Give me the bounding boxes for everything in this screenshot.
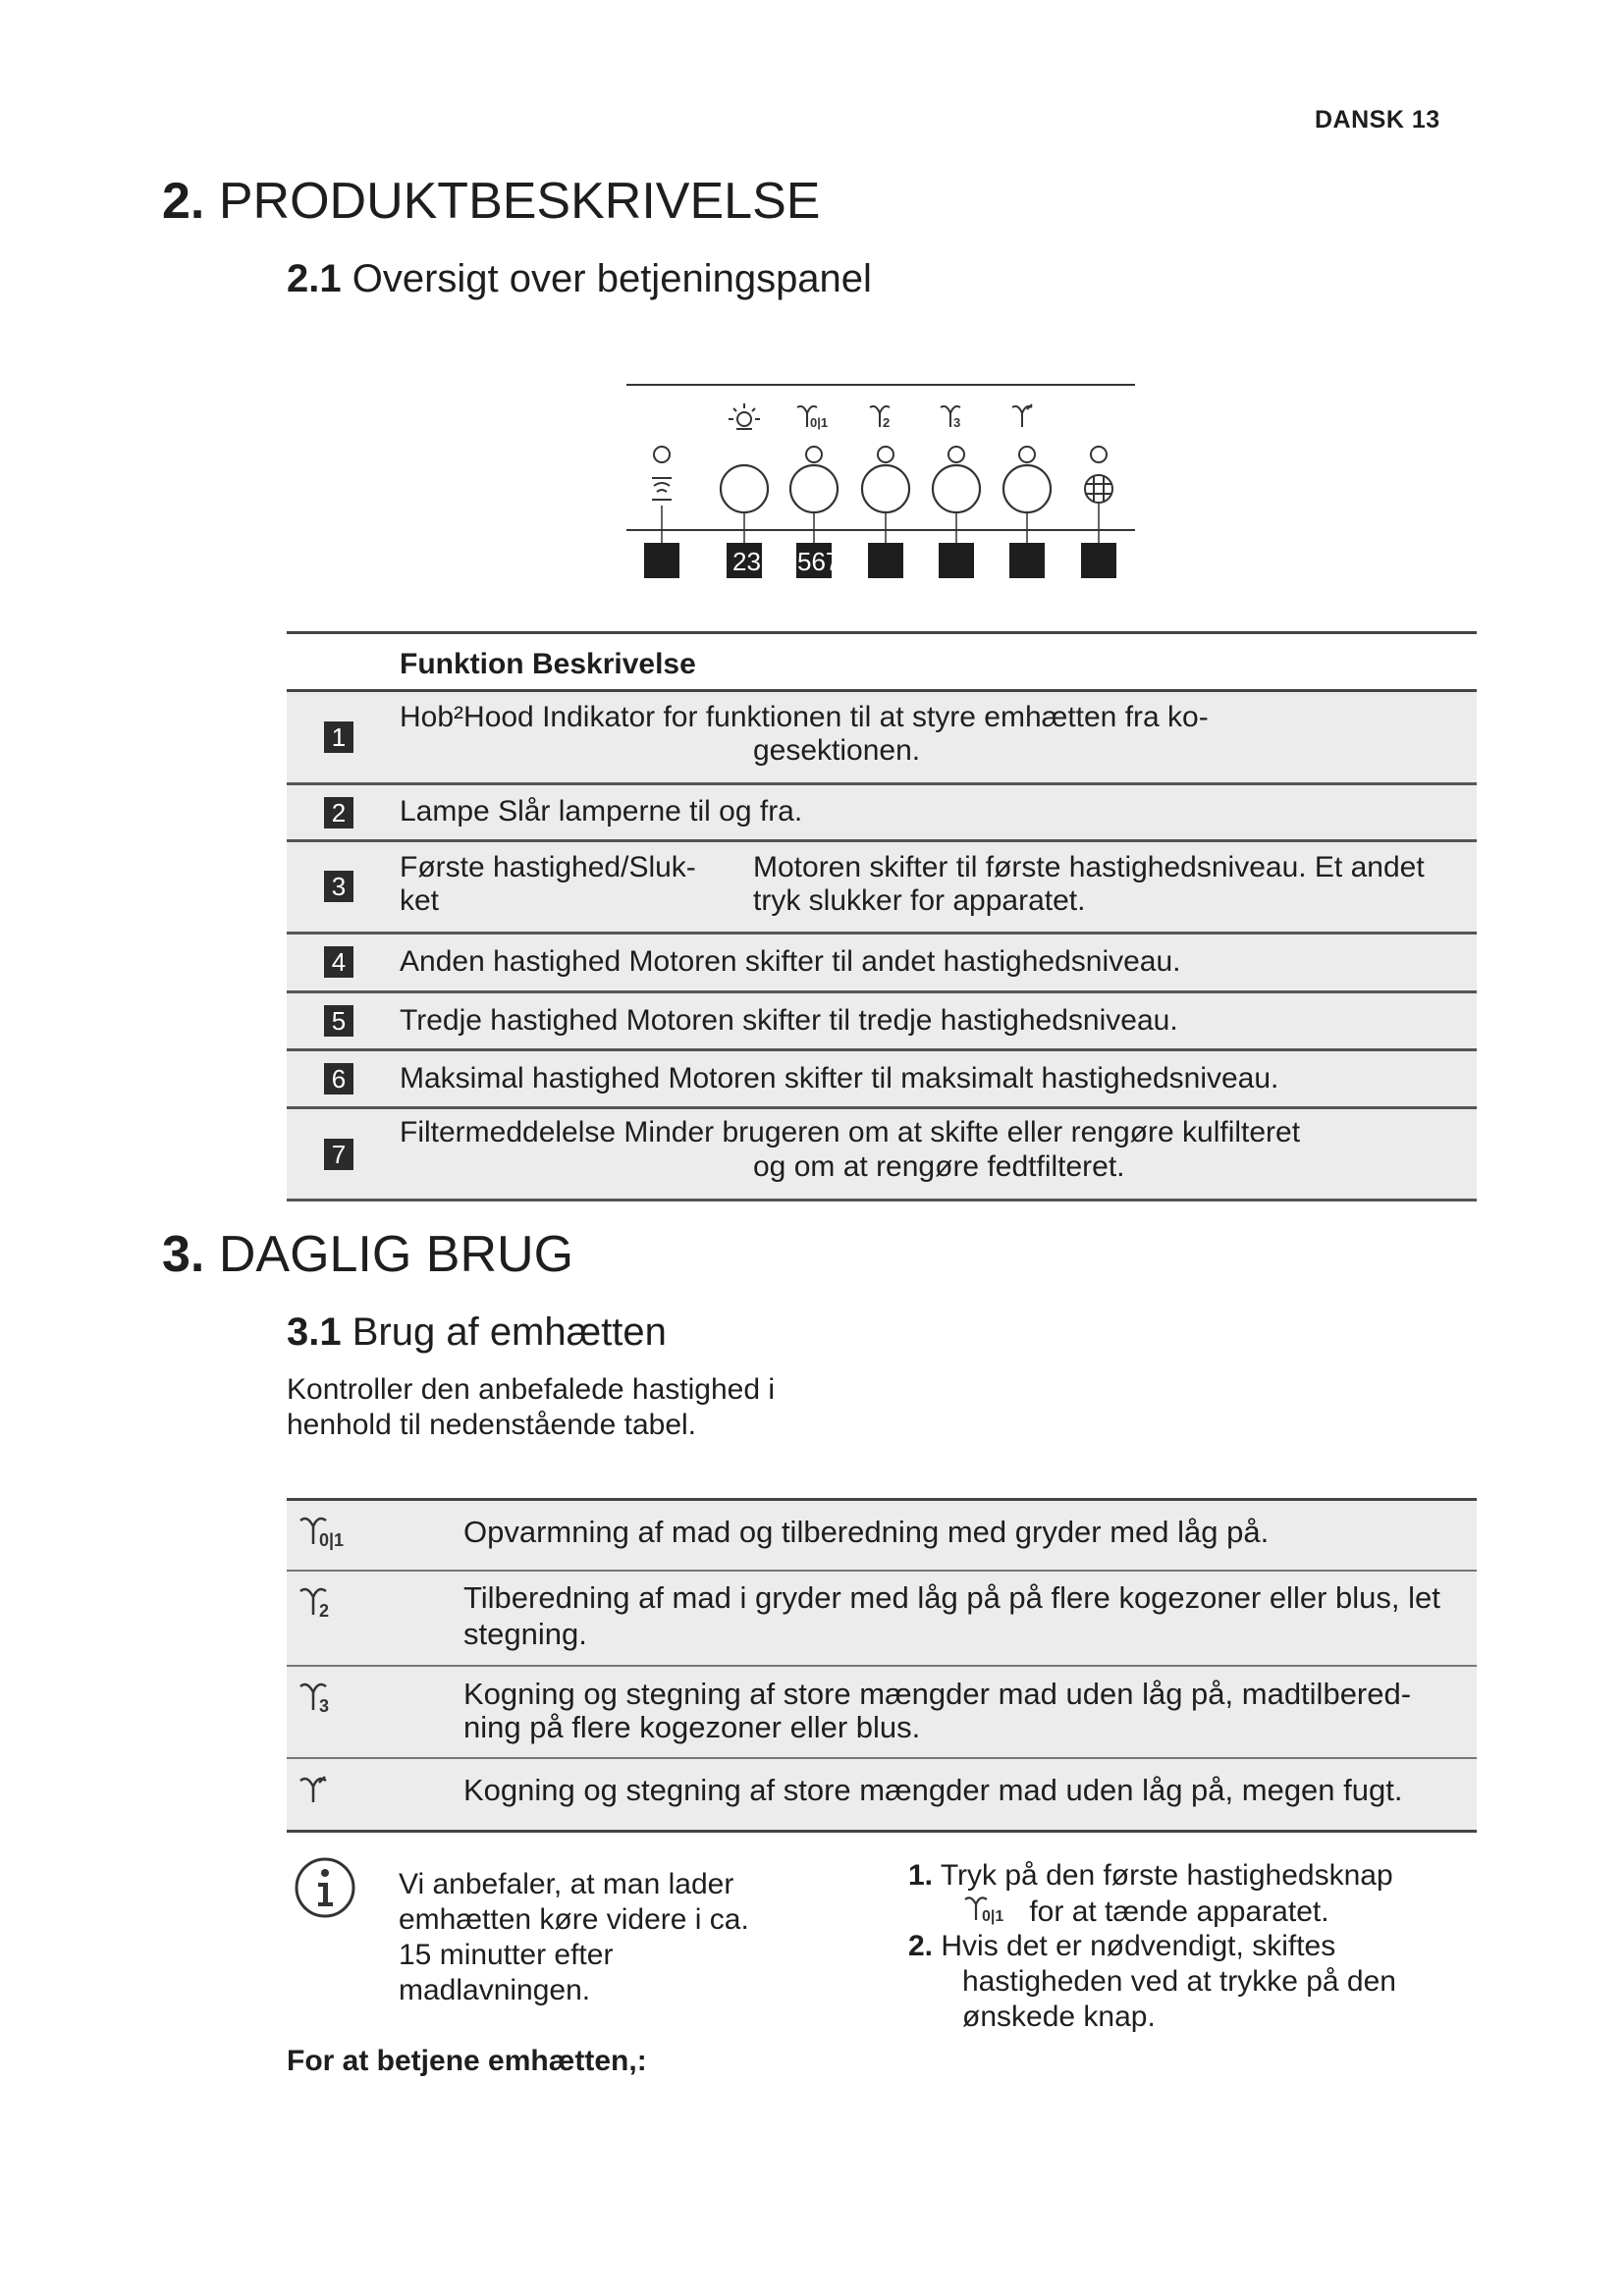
table-row [287,842,1477,934]
info-note-line: Vi anbefaler, at man lader [399,1868,734,1900]
row-text: Filtermeddelelse Minder brugeren om at skifte eller rengøre kulfilteret [400,1116,1301,1148]
section-3-title: DAGLIG BRUG [218,1226,574,1283]
info-note-line: emhætten køre videre i ca. [399,1903,749,1936]
row-text-cont: og om at rengøre fedtfilteret. [753,1150,1125,1183]
step-2-text: Hvis det er nødvendigt, skiftes [941,1930,1336,1962]
speed-2-button[interactable] [862,465,909,512]
speed-row-text-cont: stegning. [463,1617,587,1651]
table-row [287,934,1477,993]
hob2hood-icon [652,478,672,500]
step-1-text-cont: for at tænde apparatet. [1029,1896,1329,1928]
speed-1-indicator-led [806,447,822,462]
svg-text:0|1: 0|1 [319,1530,345,1550]
filter-indicator-led [1091,447,1107,462]
speed-3-button[interactable] [933,465,980,512]
table-row [287,1109,1477,1201]
lamp-icon [729,403,760,429]
row-number-badge: 4 [324,946,353,978]
speed-row-text: Opvarmning af mad og tilberedning med gryder med låg på. [463,1515,1270,1549]
speed-1-button[interactable] [790,465,838,512]
speed-3-indicator-led [948,447,964,462]
svg-text:3: 3 [953,415,961,430]
svg-text:0|1: 0|1 [810,415,829,430]
filter-icon [1085,475,1112,503]
table-row [287,993,1477,1051]
table-row [287,1572,1477,1667]
step-1-text: Tryk på den første hastighedsknap [940,1859,1393,1892]
table-row [287,1501,1477,1572]
step-1 [908,1858,1497,1894]
fan-boost-icon [295,1769,363,1810]
step-1-number: 1. [908,1859,934,1892]
callout-overlay-567: 567 [797,547,840,576]
fan-boost-icon [1012,404,1032,427]
section-2-title: PRODUKTBESKRIVELSE [218,173,821,230]
intro-line-2: henhold til nedenstående tabel. [287,1409,697,1441]
function-table-header-label: Funktion Beskrivelse [400,648,696,680]
page-label: DANSK 13 [1315,106,1440,133]
row-number-badge: 7 [324,1139,353,1170]
section-3-heading [162,1225,573,1284]
fan-speed-2-icon [295,1581,363,1623]
row-number-badge: 2 [324,797,353,828]
svg-text:3: 3 [319,1696,330,1716]
speed-4-button[interactable] [1003,465,1051,512]
step-2-number: 2. [908,1930,934,1962]
lamp-button[interactable] [721,465,768,512]
info-note-line: 15 minutter efter [399,1939,614,1971]
info-icon [293,1855,357,1920]
table-row [287,692,1477,785]
speed-row-text: Kogning og stegning af store mængder mad uden låg på, madtilbered- [463,1677,1412,1711]
speed-2-indicator-led [878,447,893,462]
table-row [287,785,1477,842]
section-3-number: 3. [162,1226,205,1283]
intro-text [287,1372,775,1443]
speed-table [287,1498,1477,1833]
row-text: Hob²Hood Indikator for funktionen til at styre emhætten fra ko- [400,701,1209,733]
section-2-heading [162,172,820,231]
row-description-cont: tryk slukker for apparatet. [753,884,1086,917]
fan-speed-0-1-icon [295,1511,363,1552]
control-panel-diagram [624,378,1135,584]
step-2 [908,1929,1497,1964]
step-1-cont [908,1894,1497,1929]
table-row [287,1759,1477,1833]
info-note-line: madlavningen. [399,1974,591,2006]
row-text: Anden hastighed Motoren skifter til andet hastighedsniveau. [400,945,1181,978]
subsection-2-1-title: Oversigt over betjeningspanel [352,257,872,300]
hob2hood-indicator-led [654,447,670,462]
speed-row-text: Tilberedning af mad i gryder med låg på på flere kogezoner eller blus, let [463,1580,1440,1615]
info-note [399,1867,749,2008]
steps-list [908,1858,1497,2035]
row-number-badge: 1 [324,721,353,753]
callout-1 [644,543,679,578]
subsection-2-1-heading [287,257,872,301]
callout-7 [1081,543,1116,578]
fan-speed-3-icon [941,406,960,430]
step-2-cont: ønskede knap. [962,2001,1156,2033]
svg-text:2: 2 [319,1601,330,1621]
fan-speed-0-1-icon [797,406,828,430]
function-table-header [287,631,1477,692]
callout-6 [1009,543,1045,578]
row-number-badge: 3 [324,871,353,902]
speed-row-text-cont: ning på flere kogezoner eller blus. [463,1710,921,1744]
row-text: Tredje hastighed Motoren skifter til tredje hastighedsniveau. [400,1004,1178,1037]
subsection-3-1-title: Brug af emhætten [352,1310,667,1354]
subsection-2-1-number: 2.1 [287,257,342,300]
row-text-cont: gesektionen. [753,734,921,767]
speed-4-indicator-led [1019,447,1035,462]
table-row [287,1667,1477,1759]
row-description: Motoren skifter til første hastighedsniveau. Et andet [753,851,1425,883]
svg-text:2: 2 [883,415,891,430]
row-function-cont: ket [400,884,440,917]
row-function: Første hastighed/Sluk- [400,851,696,883]
intro-line-1: Kontroller den anbefalede hastighed i [287,1373,776,1406]
row-text: Maksimal hastighed Motoren skifter til maksimalt hastighedsniveau. [400,1062,1279,1095]
row-number-badge: 6 [324,1063,353,1095]
operate-heading: For at betjene emhætten,: [287,2045,647,2077]
callout-overlay-23: 23 [732,547,761,576]
callout-4 [868,543,903,578]
step-2-cont: hastigheden ved at trykke på den [962,1965,1396,1998]
fan-speed-3-icon [295,1677,363,1718]
row-text: Lampe Slår lamperne til og fra. [400,795,803,828]
svg-text:0|1: 0|1 [982,1908,1004,1925]
subsection-3-1-number: 3.1 [287,1310,342,1354]
section-2-number: 2. [162,173,205,230]
subsection-3-1-heading [287,1310,667,1355]
fan-speed-0-1-icon [962,1894,1021,1927]
function-table [287,631,1477,1201]
callout-5 [939,543,974,578]
speed-row-text: Kogning og stegning af store mængder mad uden låg på, megen fugt. [463,1773,1403,1807]
row-number-badge: 5 [324,1005,353,1037]
fan-speed-2-icon [870,406,890,430]
table-row [287,1051,1477,1109]
